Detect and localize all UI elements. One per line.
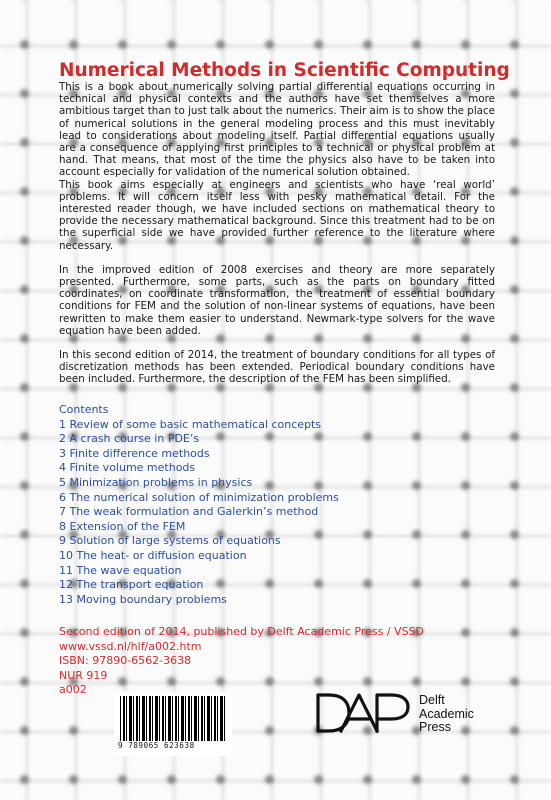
- contents-item: 4 Finite volume methods: [59, 461, 196, 475]
- contents-item: 2 A crash course in PDE’s: [59, 432, 200, 446]
- contents-item: 9 Solution of large systems of equations: [59, 534, 281, 548]
- publication-info: [59, 625, 424, 698]
- contents-item: 12 The transport equation: [59, 578, 204, 592]
- publisher-name-line: Academic: [419, 706, 474, 721]
- isbn-barcode: [114, 692, 232, 756]
- description-paragraph-1: This is a book about numerically solving partial differential equations occurring in technical and physical contexts and the authors have set themselves a more ambitious target than to just talk about the numerics. Their aim is to show the place of numerical solutions in the general modeling process and this must inevitably lead to considerations about modeling itself. Partial differential equations usually are a consequence of applying first principles to a technical or physical problem at hand. That means, that most of the time the physics also have to be taken into account especially for validation of the numerical solution obtained.: [59, 81, 495, 179]
- contents-item: 1 Review of some basic mathematical concepts: [59, 417, 322, 431]
- description-paragraph-3: In the improved edition of 2008 exercises and theory are more separately presented. Furthermore, some parts, such as the parts on boundary fitted coordinates, on coordinate transformation, the treatment of essential boundary conditions for FEM and the solution of non-linear systems of equations, have been rewritten to make them easier to understand. Newmark-type solvers for the wave equation have been added.: [59, 263, 495, 337]
- edition-line: Second edition of 2014, published by Delft Academic Press / VSSD: [59, 625, 425, 638]
- contents-item: 5 Minimization problems in physics: [59, 475, 253, 489]
- publisher-name-line: Press: [419, 720, 451, 734]
- description-paragraph-2: This book aims especially at engineers and scientists who have ‘real world’ problems. It will concern itself less with pesky mathematical detail. For the interested reader though, we have included sections on mathematical theory to provide the necessary mathematical background. Since this treatment had to be on the superficial side we have provided further reference to the literature where necessary.: [59, 178, 495, 252]
- contents-item: 6 The numerical solution of minimization problems: [59, 490, 339, 504]
- contents-item: 8 Extension of the FEM: [59, 519, 186, 533]
- barcode-digits: 9 789065 623638: [118, 741, 195, 750]
- book-title: Numerical Methods in Scientific Computing: [59, 60, 510, 81]
- publisher-name-line: Delft: [419, 693, 445, 707]
- isbn-line: ISBN: 97890-6562-3638: [59, 654, 192, 668]
- description-paragraph-4: In this second edition of 2014, the treatment of boundary conditions for all types of discretization methods has been extended. Periodical boundary conditions have been included. Furthermore, the description of the FEM has been simplified.: [59, 349, 495, 386]
- contents-item: 11 The wave equation: [59, 563, 182, 577]
- product-code: a002: [59, 683, 87, 697]
- description-text: [59, 81, 495, 398]
- publisher-logo: [315, 691, 495, 743]
- nur-line: NUR 919: [59, 668, 108, 682]
- dap-logo-mark: [315, 691, 415, 735]
- contents-item: 13 Moving boundary problems: [59, 592, 227, 606]
- contents-item: 3 Finite difference methods: [59, 446, 210, 460]
- table-of-contents: [59, 403, 339, 607]
- contents-item: 10 The heat- or diffusion equation: [59, 548, 247, 562]
- contents-item: 7 The weak formulation and Galerkin’s method: [59, 505, 319, 519]
- publisher-name: [419, 694, 474, 735]
- barcode-bars: [120, 696, 226, 741]
- website-url: www.vssd.nl/hlf/a002.htm: [59, 639, 202, 653]
- contents-heading: Contents: [59, 403, 109, 416]
